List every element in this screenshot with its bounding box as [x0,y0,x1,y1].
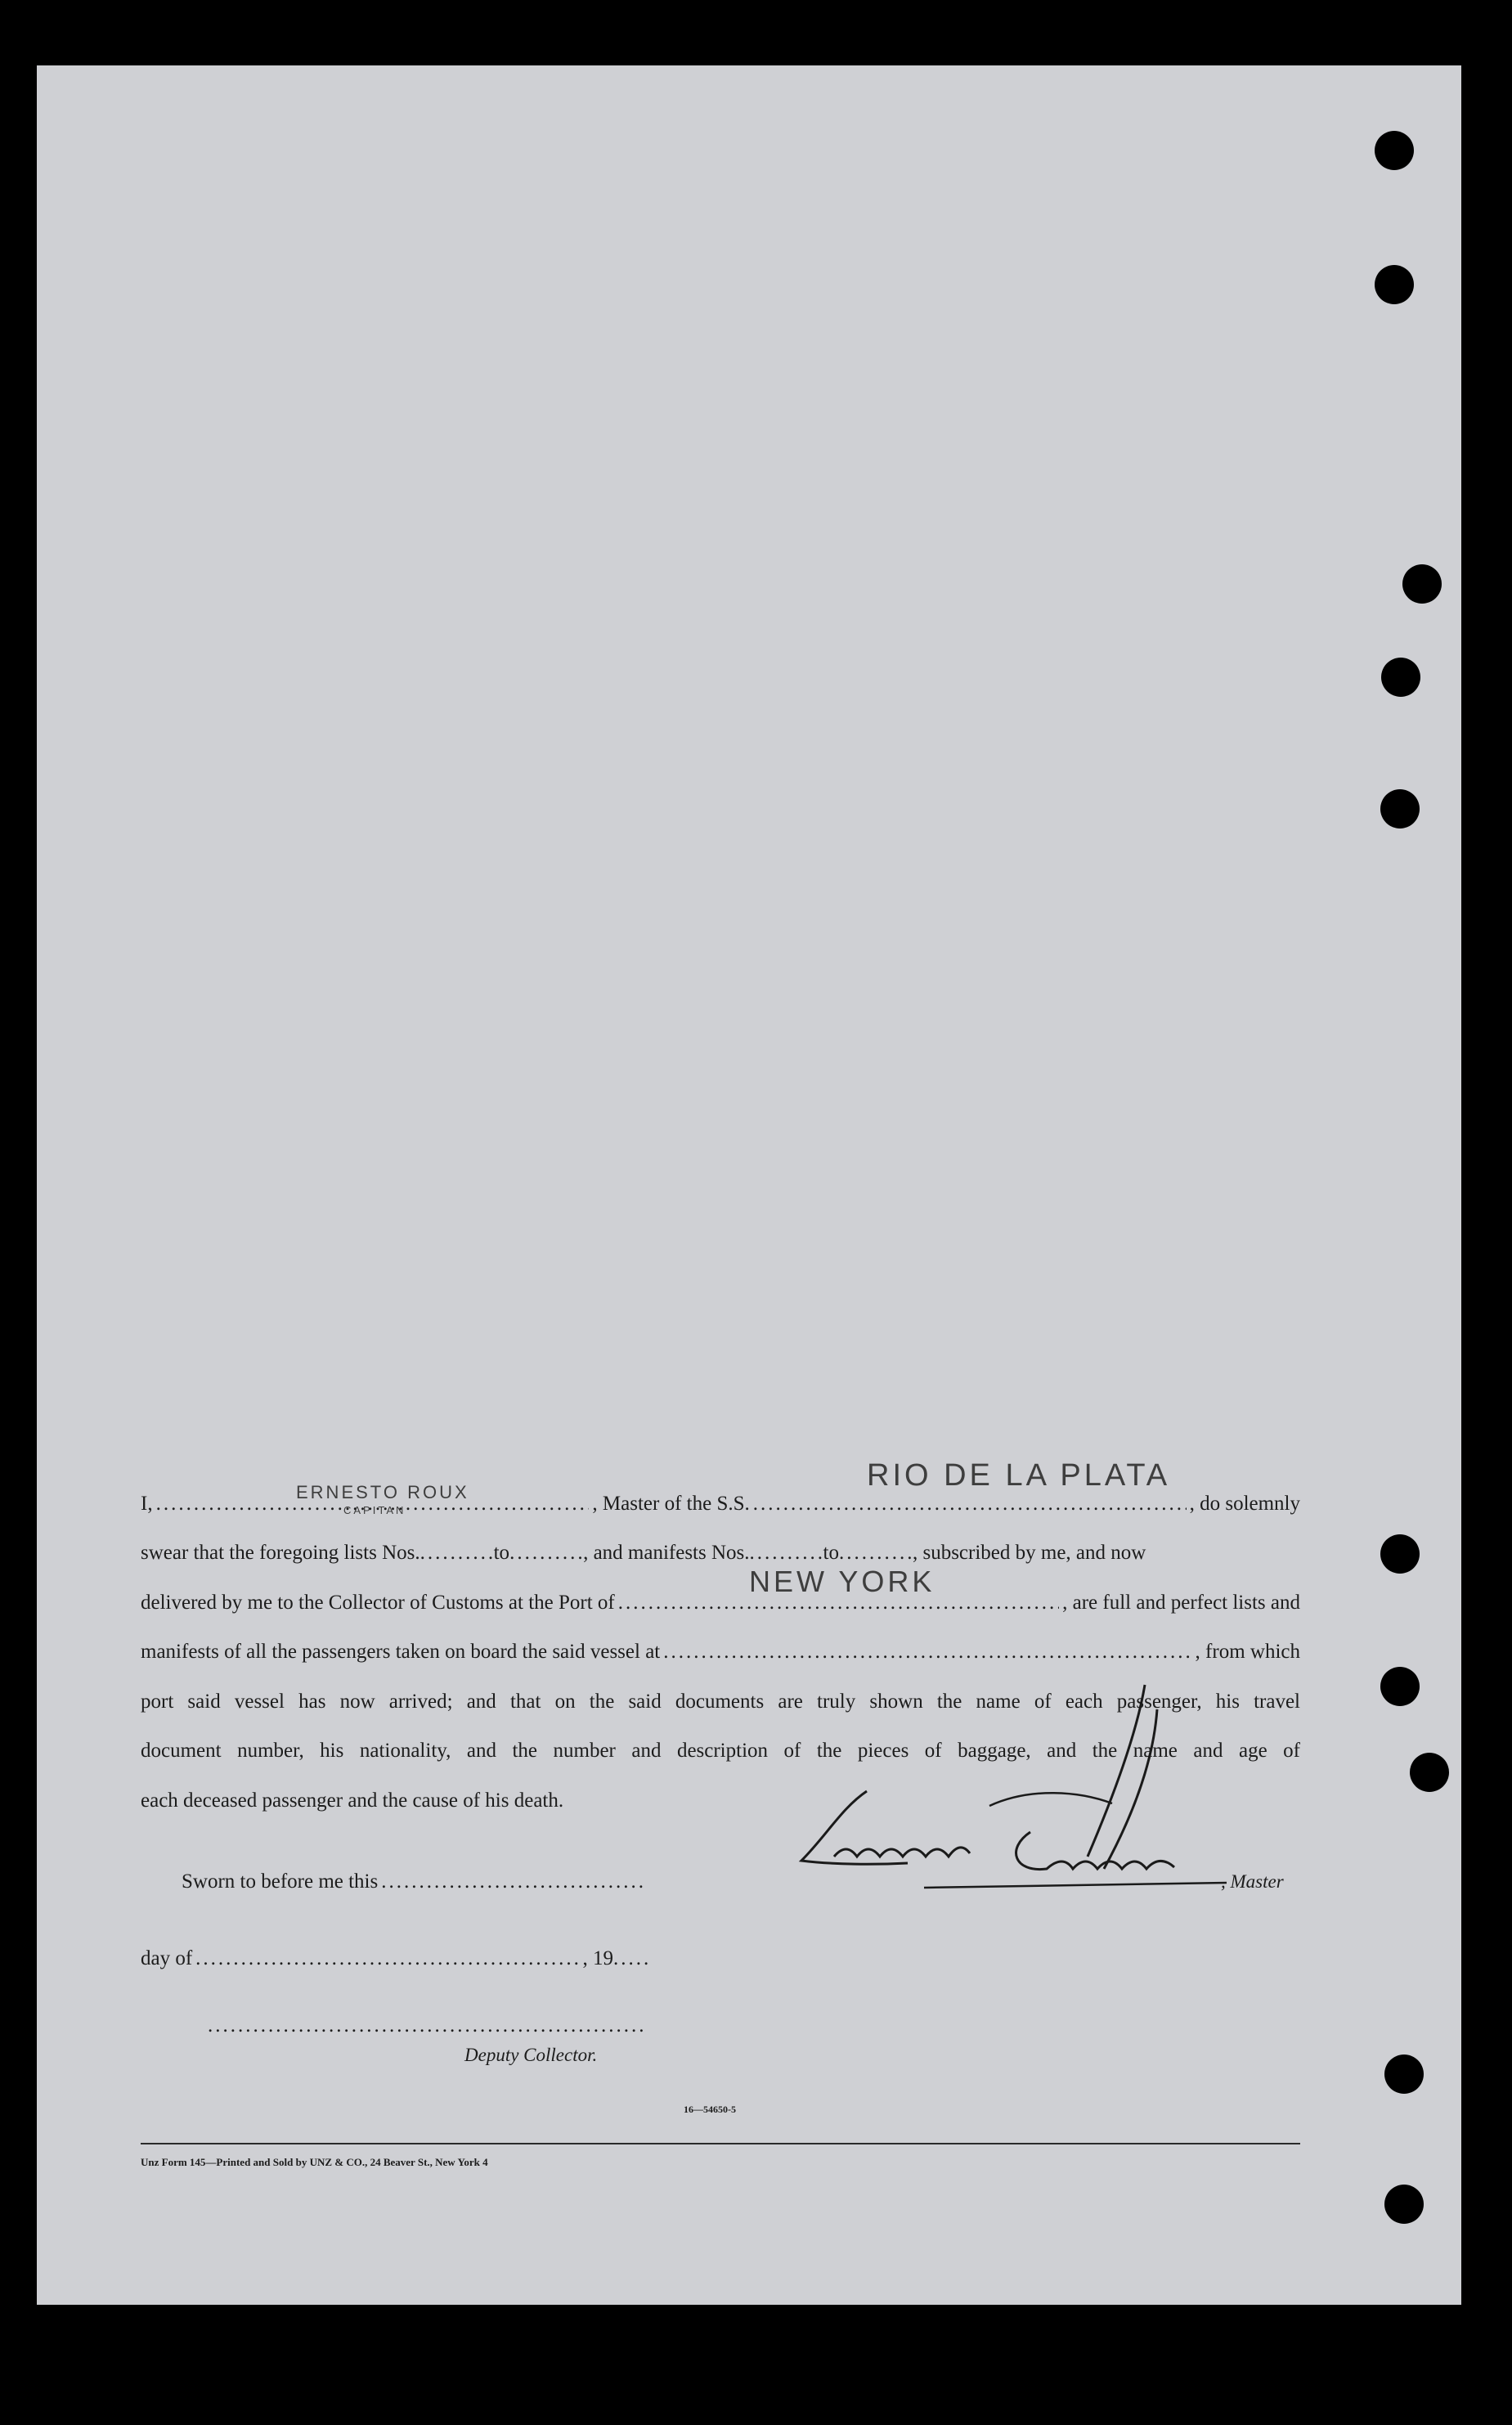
printer-credit: Unz Form 145—Printed and Sold by UNZ & CO., 24 Beaver St., New York 4 [141,2156,488,2168]
port-stamp: NEW YORK [749,1565,935,1598]
form-number: 16—54650-5 [684,2104,736,2115]
master-name-stamp: ERNESTO ROUX [296,1482,469,1502]
deputy-collector-label: Deputy Collector. [464,2045,598,2065]
oath-line-6: document number, his nationality, and the number and description of the pieces of baggage, and the name and age of [141,1740,1300,1762]
oath-line-7: each deceased passenger and the cause of his death. [141,1790,564,1812]
oath-line-5: port said vessel has now arrived; and that on the said documents are truly shown the name of each passenger, his travel [141,1691,1300,1713]
binder-hole [1402,564,1442,604]
oath-line-1: I, ..... , Master of the S.S. ..... , do solemnly [141,1492,1300,1516]
binder-hole [1375,131,1414,170]
binder-hole [1380,1667,1420,1706]
binder-hole [1375,265,1414,304]
deputy-signature-line [204,2014,646,2038]
oath-line-2: swear that the foregoing lists Nos. ..... to ..... , and manifests Nos. ..... to ..... , subscribed by me, and now [141,1541,1300,1565]
binder-hole [1380,789,1420,829]
footer-rule [141,2143,1300,2144]
master-title-stamp: CAPITAN [343,1504,406,1516]
date-line: day of ..... , 19 ..... [141,1947,648,1971]
binder-hole [1380,1534,1420,1574]
master-label: , Master [1221,1871,1284,1892]
binder-hole [1384,2185,1424,2224]
binder-hole [1384,2055,1424,2094]
oath-line-4: manifests of all the passengers taken on board the said vessel at ..... , from which [141,1640,1300,1664]
ship-name-stamp: RIO DE LA PLATA [867,1458,1171,1493]
sworn-line: Sworn to before me this ..... [182,1870,648,1894]
oath-line-3: delivered by me to the Collector of Customs at the Port of ..... , are full and perfect lists and [141,1591,1300,1615]
binder-hole [1381,658,1420,697]
binder-hole [1410,1753,1449,1792]
